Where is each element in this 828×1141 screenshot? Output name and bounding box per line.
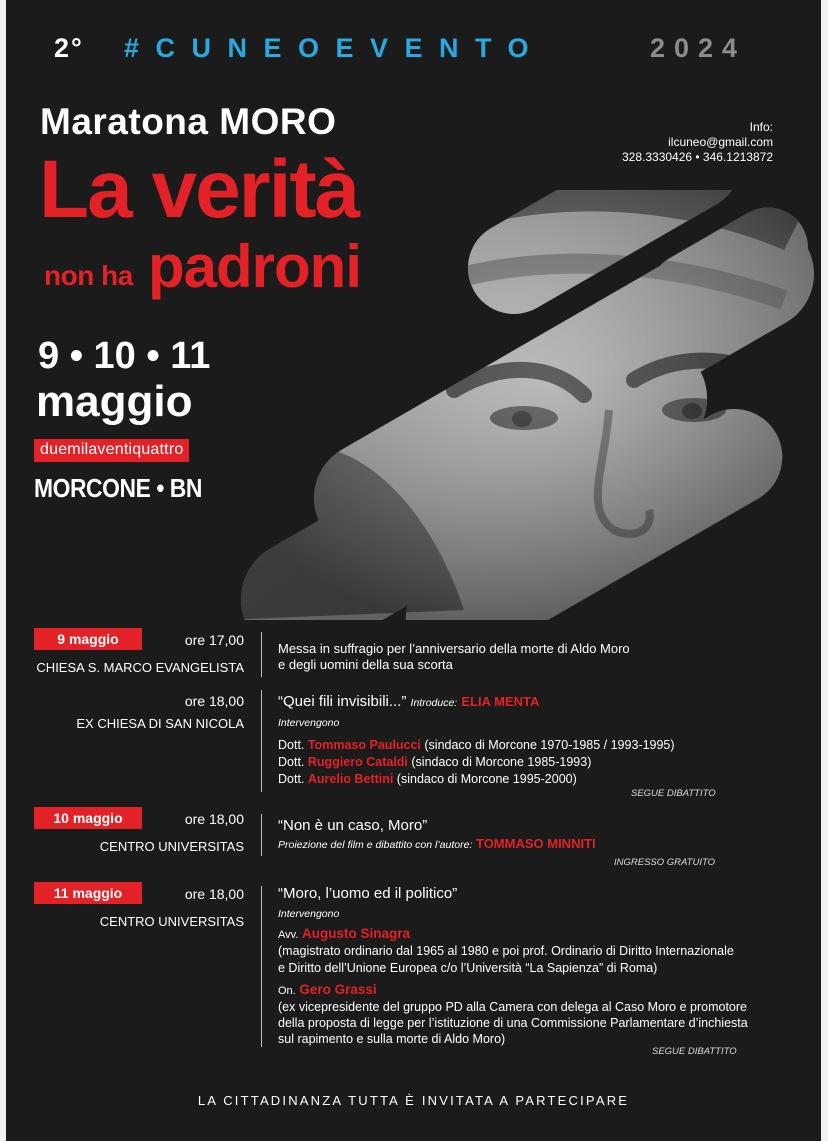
day3-speaker1-bio-line1: (magistrato ordinario dal 1965 al 1980 e poi prof. Ordinario di Diritto Internazionale xyxy=(278,944,734,958)
main-title-line1: La verità xyxy=(39,144,359,235)
info-label: Info: xyxy=(749,120,773,134)
day1-s1-desc-line2: e degli uomini della sua scorta xyxy=(278,657,453,672)
day2-date-badge: 10 maggio xyxy=(34,807,142,829)
day3-speaker2-bio-line1: (ex vicepresidente del gruppo PD alla Camera con delega al Caso Moro e promotore xyxy=(278,1000,748,1014)
info-block xyxy=(622,120,773,165)
info-email[interactable]: ilcuneo@gmail.com xyxy=(668,135,773,149)
edition-number: 2° xyxy=(54,33,84,63)
day1-s2-venue: EX CHIESA DI SAN NICOLA xyxy=(76,716,244,731)
speaker-name: Aurelio Bettini xyxy=(307,772,394,786)
day3-date-badge: 11 maggio xyxy=(34,882,142,904)
day2-subtitle-row xyxy=(278,836,596,853)
main-title-line2: padroni xyxy=(148,233,361,300)
day1-s1-desc-line1: Messa in suffragio per l’anniversario della morte di Aldo Moro xyxy=(278,641,630,656)
header-year: 2024 xyxy=(650,33,747,63)
portrait-photo xyxy=(224,190,814,620)
day1-s1-time: ore 17,00 xyxy=(184,632,244,648)
day3-speaker1-row xyxy=(278,926,410,943)
day3-speaker2-row xyxy=(278,982,377,999)
day2-sub-label: Proiezione del film e dibattito con l’autore: xyxy=(278,839,473,851)
speaker-name: Tommaso Paulucci xyxy=(307,738,421,752)
event-month: maggio xyxy=(36,377,193,426)
day1-s2-intro-label: Introduce: xyxy=(410,697,458,709)
day1-s2-time: ore 18,00 xyxy=(184,693,244,709)
day1-speaker-row xyxy=(278,771,577,787)
speaker-role: (sindaco di Morcone 1985-1993) xyxy=(411,755,592,769)
footer-invitation: LA CITTADINANZA TUTTA È INVITATA A PARTECIPARE xyxy=(197,1093,630,1108)
day2-note: INGRESSO GRATUITO xyxy=(614,857,715,868)
day3-time: ore 18,00 xyxy=(184,886,244,902)
divider-line xyxy=(261,814,262,856)
speaker-name: Augusto Sinagra xyxy=(302,926,411,941)
speaker-role: (sindaco di Morcone 1995-2000) xyxy=(396,772,577,786)
event-year-words: duemilaventiquattro xyxy=(34,439,189,462)
speaker-prefix: Dott. xyxy=(278,738,305,752)
speaker-prefix: On. xyxy=(278,985,296,997)
day2-venue: CENTRO UNIVERSITAS xyxy=(99,839,244,854)
speaker-name: Ruggiero Cataldi xyxy=(307,755,408,769)
day1-s2-title: “Quei fili invisibili...” xyxy=(278,693,407,710)
day1-s2-intro-name: ELIA MENTA xyxy=(461,694,540,709)
speaker-prefix: Dott. xyxy=(278,772,305,786)
day2-time: ore 18,00 xyxy=(184,811,244,827)
hashtag-title: #CUNEOEVENTO xyxy=(124,33,546,63)
day1-note: SEGUE DIBATTITO xyxy=(631,788,716,799)
day3-speaker2-bio-line3: sul rapimento e sulla morte di Aldo Moro) xyxy=(278,1032,506,1046)
day3-note: SEGUE DIBATTITO xyxy=(652,1046,737,1057)
day3-venue: CENTRO UNIVERSITAS xyxy=(99,914,244,929)
day1-date-badge: 9 maggio xyxy=(34,628,142,650)
divider-line xyxy=(261,886,262,1047)
event-kicker: Maratona MORO xyxy=(40,101,337,142)
event-location: MORCONE • BN xyxy=(34,473,202,503)
day3-title: “Moro, l’uomo ed il politico” xyxy=(278,885,458,902)
speaker-role: (sindaco di Morcone 1970-1985 / 1993-1995) xyxy=(424,738,675,752)
day2-title: “Non è un caso, Moro” xyxy=(278,817,428,834)
divider-line xyxy=(261,690,262,792)
divider-line xyxy=(261,632,262,677)
day3-speaker1-bio-line2: e Diritto dell’Unione Europea c/o l’Università “La Sapienza” di Roma) xyxy=(278,961,658,975)
day1-speaker-row xyxy=(278,737,675,753)
speaker-name: Gero Grassi xyxy=(299,982,377,997)
day3-speaker2-bio-line2: della proposta di legge per l’istituzione di una Commissione Parlamentare d’inchiesta xyxy=(278,1016,748,1030)
day3-speakers-label: Intervengono xyxy=(278,908,340,920)
speaker-prefix: Avv. xyxy=(278,929,299,941)
day1-speaker-row xyxy=(278,754,591,770)
event-poster xyxy=(6,0,821,1141)
day1-s1-venue: CHIESA S. MARCO EVANGELISTA xyxy=(36,660,244,675)
day2-sub-name: TOMMASO MINNITI xyxy=(475,836,596,851)
main-title-small: non ha xyxy=(44,260,133,291)
event-days: 9 • 10 • 11 xyxy=(38,335,211,377)
info-phones: 328.3330426 • 346.1213872 xyxy=(621,150,773,164)
speaker-prefix: Dott. xyxy=(278,755,305,769)
day1-s2-speakers-label: Intervengono xyxy=(278,717,340,729)
day1-s2-title-row xyxy=(278,693,539,710)
